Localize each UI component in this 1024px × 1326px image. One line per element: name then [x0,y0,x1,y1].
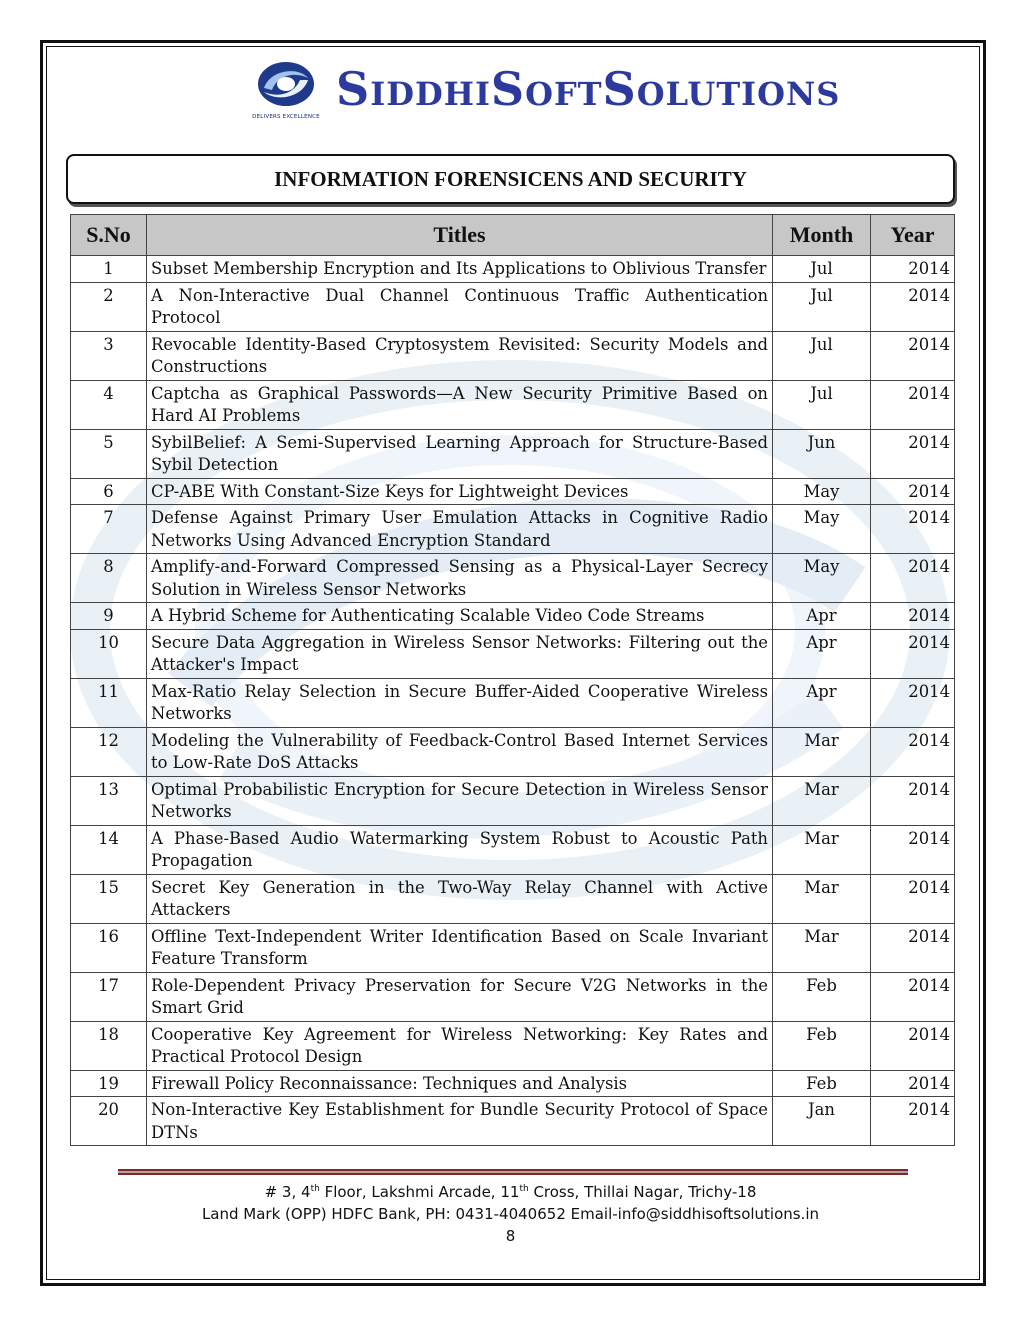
table-row [71,256,955,283]
papers-table [70,214,955,1146]
row-sno: 4 [71,380,147,429]
row-month: Mar [773,776,871,825]
row-sno: 15 [71,874,147,923]
row-year: 2014 [871,727,955,776]
table-row [71,972,955,1021]
swirl-logo-icon [250,58,322,110]
footer-divider [118,1169,908,1175]
table-row [71,874,955,923]
row-title: Offline Text-Independent Writer Identification Based on Scale Invariant Feature Transform [147,923,773,972]
row-month: May [773,505,871,554]
row-month: Jul [773,331,871,380]
row-year: 2014 [871,1070,955,1097]
row-title: Role-Dependent Privacy Preservation for Secure V2G Networks in the Smart Grid [147,972,773,1021]
row-year: 2014 [871,972,955,1021]
table-row [71,505,955,554]
row-year: 2014 [871,554,955,603]
row-month: Jul [773,282,871,331]
row-year: 2014 [871,1021,955,1070]
row-title: Max-Ratio Relay Selection in Secure Buffer-Aided Cooperative Wireless Networks [147,678,773,727]
row-title: Defense Against Primary User Emulation Attacks in Cognitive Radio Networks Using Advanced Encryption Standard [147,505,773,554]
brand-header [250,58,840,120]
table-row [71,776,955,825]
row-year: 2014 [871,678,955,727]
row-year: 2014 [871,874,955,923]
row-year: 2014 [871,282,955,331]
page-footer [66,1178,955,1247]
row-month: Apr [773,678,871,727]
page-number: 8 [505,1227,516,1245]
row-month: Apr [773,603,871,630]
header-month: Month [773,215,871,256]
row-title: A Phase-Based Audio Watermarking System Robust to Acoustic Path Propagation [147,825,773,874]
row-month: Mar [773,874,871,923]
row-year: 2014 [871,776,955,825]
company-logo [250,58,322,120]
row-title: Subset Membership Encryption and Its Applications to Oblivious Transfer [147,256,773,283]
row-title: A Hybrid Scheme for Authenticating Scalable Video Code Streams [147,603,773,630]
table-body [71,256,955,1146]
row-title: A Non-Interactive Dual Channel Continuous Traffic Authentication Protocol [147,282,773,331]
table-row [71,923,955,972]
table-row [71,678,955,727]
table-row [71,478,955,505]
table-row [71,629,955,678]
row-sno: 16 [71,923,147,972]
row-year: 2014 [871,1097,955,1146]
row-sno: 5 [71,429,147,478]
row-sno: 20 [71,1097,147,1146]
row-month: Jun [773,429,871,478]
row-sno: 8 [71,554,147,603]
row-month: Feb [773,1070,871,1097]
row-month: May [773,554,871,603]
row-sno: 12 [71,727,147,776]
logo-tagline: DELIVERS EXCELLENCE [252,114,320,120]
row-title: Optimal Probabilistic Encryption for Secure Detection in Wireless Sensor Networks [147,776,773,825]
table-row [71,429,955,478]
row-title: Firewall Policy Reconnaissance: Techniques and Analysis [147,1070,773,1097]
row-year: 2014 [871,331,955,380]
row-month: May [773,478,871,505]
header-sno: S.No [71,215,147,256]
row-sno: 6 [71,478,147,505]
table-row [71,282,955,331]
row-month: Mar [773,727,871,776]
row-month: Apr [773,629,871,678]
footer-address: # 3, 4th Floor, Lakshmi Arcade, 11th Cross, Thillai Nagar, Trichy-18 [264,1183,757,1201]
table-header-row [71,215,955,256]
row-title: Cooperative Key Agreement for Wireless Networking: Key Rates and Practical Protocol Design [147,1021,773,1070]
row-title: Captcha as Graphical Passwords—A New Security Primitive Based on Hard AI Problems [147,380,773,429]
row-year: 2014 [871,429,955,478]
row-year: 2014 [871,603,955,630]
row-sno: 17 [71,972,147,1021]
row-sno: 2 [71,282,147,331]
row-month: Feb [773,972,871,1021]
table-row [71,1021,955,1070]
section-title: INFORMATION FORENSICENS AND SECURITY [66,154,955,204]
row-sno: 19 [71,1070,147,1097]
table-row [71,1097,955,1146]
row-sno: 18 [71,1021,147,1070]
table-row [71,1070,955,1097]
row-sno: 13 [71,776,147,825]
row-year: 2014 [871,923,955,972]
row-month: Mar [773,923,871,972]
company-name: SIDDHISOFTSOLUTIONS [336,62,841,116]
row-title: Modeling the Vulnerability of Feedback-Control Based Internet Services to Low-Rate DoS Attacks [147,727,773,776]
row-sno: 11 [71,678,147,727]
row-month: Jul [773,380,871,429]
header-titles: Titles [147,215,773,256]
footer-contact: Land Mark (OPP) HDFC Bank, PH: 0431-4040652 Email-info@siddhisoftsolutions.in [201,1205,820,1223]
row-sno: 14 [71,825,147,874]
row-year: 2014 [871,380,955,429]
table-row [71,331,955,380]
table-row [71,727,955,776]
row-month: Jul [773,256,871,283]
row-sno: 1 [71,256,147,283]
row-month: Mar [773,825,871,874]
row-month: Feb [773,1021,871,1070]
row-sno: 9 [71,603,147,630]
table-row [71,554,955,603]
row-title: CP-ABE With Constant-Size Keys for Lightweight Devices [147,478,773,505]
row-title: Revocable Identity-Based Cryptosystem Revisited: Security Models and Constructions [147,331,773,380]
row-title: SybilBelief: A Semi-Supervised Learning Approach for Structure-Based Sybil Detection [147,429,773,478]
table-row [71,603,955,630]
header-year: Year [871,215,955,256]
row-title: Non-Interactive Key Establishment for Bundle Security Protocol of Space DTNs [147,1097,773,1146]
row-sno: 7 [71,505,147,554]
table-row [71,380,955,429]
row-year: 2014 [871,256,955,283]
row-sno: 10 [71,629,147,678]
table-row [71,825,955,874]
row-title: Amplify-and-Forward Compressed Sensing as a Physical-Layer Secrecy Solution in Wireless Sensor Networks [147,554,773,603]
row-year: 2014 [871,629,955,678]
row-year: 2014 [871,825,955,874]
row-title: Secret Key Generation in the Two-Way Relay Channel with Active Attackers [147,874,773,923]
row-sno: 3 [71,331,147,380]
row-year: 2014 [871,478,955,505]
row-month: Jan [773,1097,871,1146]
row-title: Secure Data Aggregation in Wireless Sensor Networks: Filtering out the Attacker's Impact [147,629,773,678]
row-year: 2014 [871,505,955,554]
